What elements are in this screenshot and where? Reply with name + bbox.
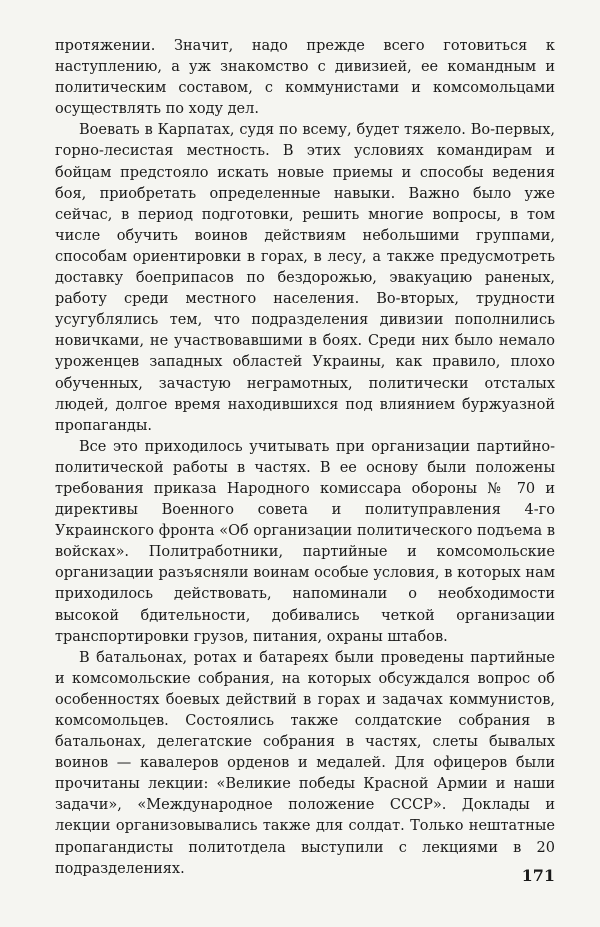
paragraph-4: В батальонах, ротах и батареях были проведены партийные и комсомольские собрания, на которых обсуждался вопрос об особенностях боевых действий в горах и задачах коммунистов, комсомольцев. Состоялись также солдатские собрания в батальонах, делегатские собрания в частях, слеты бывалых воинов — кавалеров орденов и медалей. Для офицеров были прочитаны лекции: «Великие победы Красной Армии и наши задачи», «Международное положение СССР». Доклады и лекции организовывались также для солдат. Только нештатные пропагандисты политотдела выступили с лекциями в 20 подразделениях. bbox=[55, 649, 555, 877]
body-text bbox=[55, 36, 555, 880]
page-number: 171 bbox=[521, 866, 555, 885]
paragraph-1: протяжении. Значит, надо прежде всего готовиться к наступлению, а уж знакомство с дивизией, ее командным и политическим составом, с коммунистами и комсомольцами осуществлять по ходу дел. bbox=[55, 38, 555, 118]
paragraph-3: Все это приходилось учитывать при организации партийно-политической работы в частях. В ее основу были положены требования приказа Народного комиссара обороны № 70 и директивы Военного совета и политуправления 4-го Украинского фронта «Об организации политического подъема в войсках». Политработники, партийные и комсомольские организации разъясняли воинам особые условия, в которых нам приходилось действовать, напоминали о необходимости высокой бдительности, добивались четкой организации транспортировки грузов, питания, охраны штабов. bbox=[55, 438, 555, 645]
paragraph-2: Воевать в Карпатах, судя по всему, будет тяжело. Во-первых, горно-лесистая местность. В этих условиях командирам и бойцам предстояло искать новые приемы и способы ведения боя, приобретать определенные навыки. Важно было уже сейчас, в период подготовки, решить многие вопросы, в том числе обучить воинов действиям небольшими группами, способам ориентировки в горах, в лесу, а также предусмотреть доставку боеприпасов по бездорожью, эвакуацию раненых, работу среди местного населения. Во-вторых, трудности усугублялись тем, что подразделения дивизии пополнились новичками, не участвовавшими в боях. Среди них было немало уроженцев западных областей Украины, как правило, плохо обученных, зачастую неграмотных, политически отсталых людей, долгое время находившихся под влиянием буржуазной пропаганды. bbox=[55, 122, 555, 434]
